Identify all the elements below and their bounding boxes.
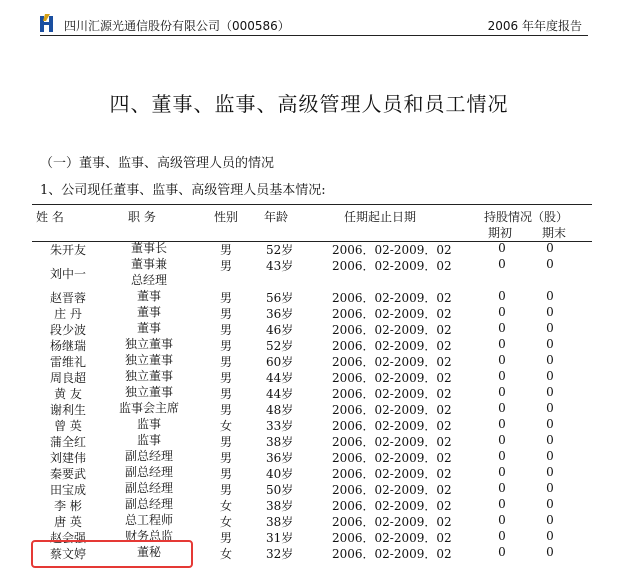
cell-name: 刘中一 — [49, 267, 86, 281]
cell-term: 2006．02-2009．02 — [332, 403, 452, 417]
header-gender: 性别 — [214, 210, 239, 224]
cell-term: 2006．02-2009．02 — [332, 435, 452, 449]
cell-gender: 男 — [220, 387, 233, 401]
cell-shares-end: 0 — [546, 337, 554, 351]
cell-shares-start: 0 — [498, 305, 506, 319]
cell-shares-end: 0 — [546, 433, 554, 447]
cell-shares-end: 0 — [546, 545, 554, 559]
cell-name: 赵晋蓉 — [49, 291, 86, 305]
cell-shares-start: 0 — [498, 289, 506, 303]
table-row — [32, 384, 592, 400]
cell-name: 赵会强 — [49, 531, 86, 545]
cell-gender: 女 — [220, 547, 233, 561]
cell-shares-start: 0 — [498, 321, 506, 335]
cell-age: 31岁 — [266, 531, 294, 545]
cell-shares-start: 0 — [498, 465, 506, 479]
cell-name: 蒲全红 — [49, 435, 86, 449]
cell-name: 雷维礼 — [49, 355, 86, 369]
cell-gender: 女 — [220, 515, 233, 529]
cell-shares-end: 0 — [546, 321, 554, 335]
cell-term: 2006．02-2009．02 — [332, 339, 452, 353]
cell-gender: 男 — [220, 371, 233, 385]
cell-shares-start: 0 — [498, 241, 506, 255]
cell-gender: 男 — [220, 451, 233, 465]
cell-age: 48岁 — [266, 403, 294, 417]
cell-age: 38岁 — [266, 435, 294, 449]
cell-age: 40岁 — [266, 467, 294, 481]
cell-age: 46岁 — [266, 323, 294, 337]
cell-shares-end: 0 — [546, 529, 554, 543]
subsection-heading: 1、公司现任董事、监事、高级管理人员基本情况: — [40, 183, 326, 198]
cell-shares-start: 0 — [498, 257, 506, 271]
cell-name: 段少波 — [49, 323, 86, 337]
table-row — [32, 368, 592, 384]
cell-name: 朱开友 — [49, 243, 86, 257]
cell-gender: 男 — [220, 291, 233, 305]
cell-age: 32岁 — [266, 547, 294, 561]
cell-position: 独立董事 — [124, 353, 173, 367]
cell-term: 2006．02-2009．02 — [332, 291, 452, 305]
cell-age: 36岁 — [266, 451, 294, 465]
cell-position: 独立董事 — [124, 337, 173, 351]
cell-term: 2006．02-2009．02 — [332, 451, 452, 465]
cell-gender: 男 — [220, 435, 233, 449]
cell-position: 董秘 — [136, 545, 161, 559]
header-age: 年龄 — [264, 210, 289, 224]
cell-shares-end: 0 — [546, 305, 554, 319]
cell-position: 副总经理 — [124, 465, 173, 479]
cell-shares-start: 0 — [498, 545, 506, 559]
cell-age: 50岁 — [266, 483, 294, 497]
company-name: 四川汇源光通信股份有限公司（000586） — [64, 19, 290, 33]
cell-shares-end: 0 — [546, 353, 554, 367]
table-row — [32, 320, 592, 336]
cell-term: 2006．02-2009．02 — [332, 467, 452, 481]
cell-shares-start: 0 — [498, 513, 506, 527]
cell-shares-end: 0 — [546, 401, 554, 415]
cell-gender: 男 — [220, 467, 233, 481]
header-divider — [40, 35, 588, 36]
header-shares: 持股情况（股） — [484, 210, 569, 224]
cell-position: 董事 — [136, 289, 161, 303]
cell-position: 监事 — [136, 433, 161, 447]
header-term: 任期起止日期 — [344, 210, 417, 224]
cell-shares-start: 0 — [498, 529, 506, 543]
cell-name: 周良超 — [49, 371, 86, 385]
cell-position: 董事 — [136, 305, 161, 319]
cell-shares-end: 0 — [546, 289, 554, 303]
table-row — [32, 496, 592, 512]
cell-position: 董事 — [136, 321, 161, 335]
cell-position: 副总经理 — [124, 497, 173, 511]
cell-position: 董事长 — [130, 241, 167, 255]
huiyuan-logo-icon — [40, 14, 56, 32]
cell-gender: 女 — [220, 419, 233, 433]
cell-shares-start: 0 — [498, 417, 506, 431]
cell-term: 2006．02-2009．02 — [332, 323, 452, 337]
cell-position: 副总经理 — [124, 481, 173, 495]
table-row — [32, 464, 592, 480]
cell-shares-start: 0 — [498, 337, 506, 351]
cell-position: 监事 — [136, 417, 161, 431]
cell-gender: 男 — [220, 483, 233, 497]
cell-name: 蔡文婷 — [49, 547, 86, 561]
cell-shares-start: 0 — [498, 433, 506, 447]
cell-name: 唐 英 — [54, 515, 82, 529]
cell-position: 独立董事 — [124, 385, 173, 399]
cell-name: 曾 英 — [54, 419, 82, 433]
cell-gender: 男 — [220, 355, 233, 369]
cell-term: 2006．02-2009．02 — [332, 355, 452, 369]
cell-position-line1: 董事兼 — [130, 257, 167, 271]
cell-position: 副总经理 — [124, 449, 173, 463]
cell-position: 独立董事 — [124, 369, 173, 383]
cell-gender: 男 — [220, 323, 233, 337]
cell-gender: 男 — [220, 307, 233, 321]
cell-shares-end: 0 — [546, 465, 554, 479]
table-row — [32, 288, 592, 304]
cell-shares-end: 0 — [546, 369, 554, 383]
cell-gender: 男 — [220, 531, 233, 545]
cell-age: 44岁 — [266, 371, 294, 385]
cell-shares-end: 0 — [546, 257, 554, 271]
page-title: 四、董事、监事、高级管理人员和员工情况 — [109, 92, 509, 116]
cell-name: 秦要武 — [49, 467, 86, 481]
cell-name: 田宝成 — [49, 483, 86, 497]
cell-shares-end: 0 — [546, 497, 554, 511]
cell-term: 2006．02-2009．02 — [332, 531, 452, 545]
cell-age: 52岁 — [266, 339, 294, 353]
cell-shares-start: 0 — [498, 385, 506, 399]
cell-shares-start: 0 — [498, 369, 506, 383]
cell-position: 总工程师 — [124, 513, 173, 527]
table-row — [32, 400, 592, 416]
cell-term: 2006．02-2009．02 — [332, 371, 452, 385]
header-name: 姓 名 — [36, 210, 64, 224]
cell-name: 杨继瑞 — [49, 339, 86, 353]
cell-shares-end: 0 — [546, 449, 554, 463]
header-start: 期初 — [488, 226, 513, 240]
cell-gender: 男 — [220, 403, 233, 417]
table-row — [32, 432, 592, 448]
table-body — [32, 240, 592, 560]
cell-position-line2: 总经理 — [130, 273, 167, 287]
cell-shares-start: 0 — [498, 481, 506, 495]
cell-gender: 男 — [220, 243, 233, 257]
cell-name: 刘建伟 — [49, 451, 86, 465]
page-header — [0, 0, 618, 40]
cell-name: 谢利生 — [49, 403, 86, 417]
cell-shares-end: 0 — [546, 241, 554, 255]
cell-term: 2006．02-2009．02 — [332, 547, 452, 561]
cell-shares-end: 0 — [546, 481, 554, 495]
section-heading: （一）董事、监事、高级管理人员的情况 — [40, 156, 275, 171]
cell-name: 黄 友 — [54, 387, 82, 401]
table-row — [32, 256, 592, 288]
table-row — [32, 240, 592, 256]
header-position: 职 务 — [128, 210, 156, 224]
cell-name: 李 彬 — [54, 499, 82, 513]
cell-position — [106, 256, 192, 288]
cell-shares-start: 0 — [498, 449, 506, 463]
cell-age: 33岁 — [266, 419, 294, 433]
table-row — [32, 480, 592, 496]
cell-position: 监事会主席 — [118, 401, 179, 415]
table-row — [32, 416, 592, 432]
cell-gender: 女 — [220, 499, 233, 513]
cell-shares-end: 0 — [546, 385, 554, 399]
cell-age: 38岁 — [266, 499, 294, 513]
table-row — [32, 352, 592, 368]
report-title: 2006 年年度报告 — [487, 19, 582, 33]
cell-shares-end: 0 — [546, 417, 554, 431]
cell-age: 56岁 — [266, 291, 294, 305]
cell-age: 43岁 — [266, 259, 294, 273]
cell-term: 2006．02-2009．02 — [332, 307, 452, 321]
cell-term: 2006．02-2009．02 — [332, 515, 452, 529]
cell-age: 60岁 — [266, 355, 294, 369]
cell-age: 44岁 — [266, 387, 294, 401]
cell-gender: 男 — [220, 339, 233, 353]
cell-name: 庄 丹 — [54, 307, 82, 321]
cell-term: 2006．02-2009．02 — [332, 499, 452, 513]
cell-age: 52岁 — [266, 243, 294, 257]
cell-age: 36岁 — [266, 307, 294, 321]
cell-term: 2006．02-2009．02 — [332, 419, 452, 433]
table-row — [32, 512, 592, 528]
cell-term: 2006．02-2009．02 — [332, 259, 452, 273]
cell-shares-start: 0 — [498, 497, 506, 511]
cell-age: 38岁 — [266, 515, 294, 529]
header-end: 期末 — [542, 226, 567, 240]
table-row — [32, 336, 592, 352]
table-header — [32, 204, 592, 242]
cell-term: 2006．02-2009．02 — [332, 243, 452, 257]
table-row — [32, 448, 592, 464]
cell-position: 财务总监 — [124, 529, 173, 543]
cell-shares-start: 0 — [498, 401, 506, 415]
cell-term: 2006．02-2009．02 — [332, 483, 452, 497]
cell-gender: 男 — [220, 259, 233, 273]
cell-term: 2006．02-2009．02 — [332, 387, 452, 401]
table-row — [32, 304, 592, 320]
highlight-box — [31, 540, 193, 568]
cell-shares-start: 0 — [498, 353, 506, 367]
cell-shares-end: 0 — [546, 513, 554, 527]
